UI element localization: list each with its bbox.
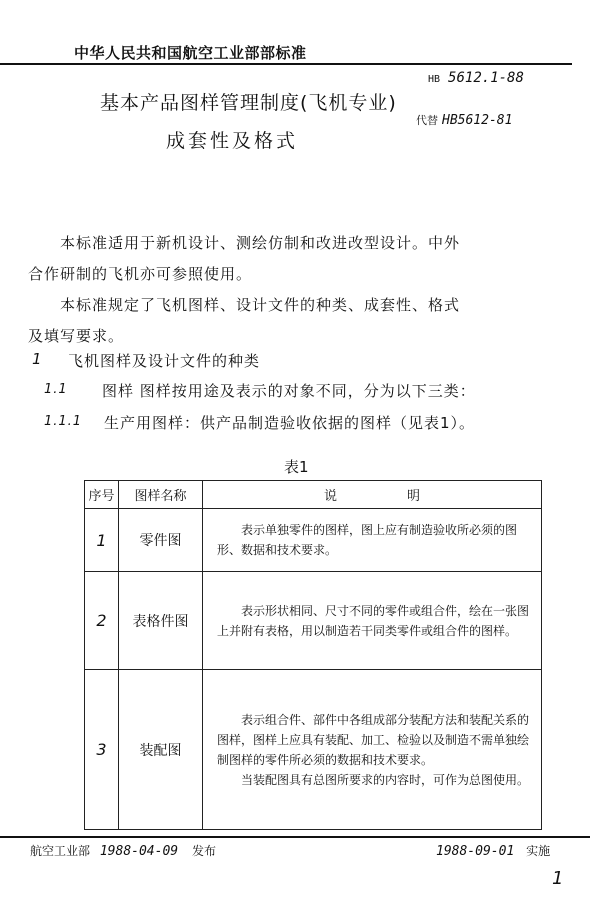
footer-rule xyxy=(0,836,590,838)
header-desc: 说明 xyxy=(203,481,542,509)
replaces-label: 代替 xyxy=(416,114,438,127)
footer-impl-date: 1988-09-01 xyxy=(436,844,515,859)
table-caption: 表1 xyxy=(284,458,309,476)
section-1-title: 飞机图样及设计文件的种类 xyxy=(68,352,261,370)
footer-impl-label: 实施 xyxy=(526,844,551,858)
footer-issuer: 航空工业部 xyxy=(30,844,91,858)
row-desc xyxy=(203,670,542,830)
document-title-line2: 成套性及格式 xyxy=(166,130,299,152)
table-row xyxy=(85,572,542,670)
section-1-1-text: 图样 图样按用途及表示的对象不同，分为以下三类： xyxy=(102,382,476,400)
table-row xyxy=(85,670,542,830)
page-number: 1 xyxy=(552,868,564,889)
row-seq: 3 xyxy=(85,670,119,830)
row-desc xyxy=(203,509,542,572)
footer-issue-date: 1988-04-09 xyxy=(99,844,179,859)
row-desc-text: 表示单独零件的图样，图上应有制造验收所必须的图形、数据和技术要求。 xyxy=(217,523,518,557)
row-desc xyxy=(203,572,542,670)
header-name: 图样名称 xyxy=(119,481,203,509)
paragraph-1-line-2: 合作研制的飞机亦可参照使用。 xyxy=(28,265,253,283)
section-1-number: 1 xyxy=(32,350,43,368)
section-1-1-1-text: 生产用图样：供产品制造验收依据的图样（见表1）。 xyxy=(104,414,476,432)
paragraph-1-line-1: 本标准适用于新机设计、测绘仿制和改进改型设计。中外 xyxy=(60,234,461,252)
row-desc-text: 表示组合件、部件中各组成部分装配方法和装配关系的图样，图样上应具有装配、加工、检验以及制造不需单独绘制图样的零件所必须的数据和技术要求。 xyxy=(217,712,530,767)
footer-implementation xyxy=(436,842,550,859)
standard-code xyxy=(428,70,524,86)
replaces-code xyxy=(416,112,512,128)
table-row xyxy=(85,509,542,572)
standard-code-prefix: HB xyxy=(428,74,441,85)
row-name: 装配图 xyxy=(119,670,203,830)
section-1-1-1-number: 1.1.1 xyxy=(44,414,83,429)
footer-issue-label: 发布 xyxy=(191,844,216,858)
header-seq: 序号 xyxy=(85,481,119,509)
paragraph-2-line-1: 本标准规定了飞机图样、设计文件的种类、成套性、格式 xyxy=(60,296,461,314)
issuing-organization: 中华人民共和国航空工业部部标准 xyxy=(74,44,307,62)
section-1-1-number: 1.1 xyxy=(44,382,68,397)
paragraph-2-line-2: 及填写要求。 xyxy=(28,327,125,345)
row-name: 零件图 xyxy=(119,509,203,572)
footer-issue xyxy=(30,842,216,859)
row-desc-text: 表示形状相同、尺寸不同的零件或组合件，绘在一张图上并附有表格，用以制造若干同类零件或组合件的图样。 xyxy=(217,603,530,638)
replaces-code-number: HB5612-81 xyxy=(442,113,513,128)
header-rule xyxy=(0,63,572,65)
document-title-line1: 基本产品图样管理制度(飞机专业) xyxy=(100,92,397,114)
row-seq: 1 xyxy=(85,509,119,572)
row-desc-text-2: 当装配图具有总图所要求的内容时，可作为总图使用。 xyxy=(241,772,530,787)
row-name: 表格件图 xyxy=(119,572,203,670)
row-seq: 2 xyxy=(85,572,119,670)
table-header-row xyxy=(85,481,542,509)
drawing-types-table xyxy=(84,480,542,830)
standard-code-number: 5612.1-88 xyxy=(448,70,524,86)
